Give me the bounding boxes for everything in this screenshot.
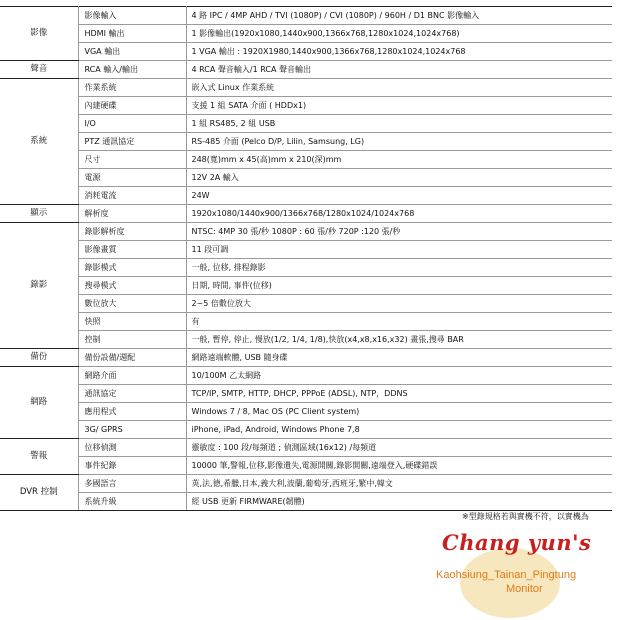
spec-row <box>0 259 612 277</box>
spec-row <box>0 403 612 421</box>
spec-item-label: 應用程式 <box>78 403 186 421</box>
spec-item-value: 一般, 暫停, 停止, 慢放(1/2, 1/4, 1/8),快放(x4,x8,x16,x32) 畫張,搜尋 BAR <box>186 331 612 349</box>
spec-row <box>0 43 612 61</box>
spec-row <box>0 133 612 151</box>
spec-item-value: iPhone, iPad, Android, Windows Phone 7,8 <box>186 421 612 439</box>
spec-item-value: 支援 1 組 SATA 介面 ( HDDx1) <box>186 97 612 115</box>
spec-item-value: 2~5 倍數位放大 <box>186 295 612 313</box>
spec-item-label: 錄影模式 <box>78 259 186 277</box>
spec-item-label: 控制 <box>78 331 186 349</box>
spec-item-value: 靈敏度 : 100 段/每頻道 ; 偵測區域(16x12) /每頻道 <box>186 439 612 457</box>
spec-item-label: 影像輸入 <box>78 7 186 25</box>
spec-item-label: 通訊協定 <box>78 385 186 403</box>
spec-row <box>0 187 612 205</box>
spec-item-value: 4 RCA 聲音輸入/1 RCA 聲音輸出 <box>186 61 612 79</box>
spec-row <box>0 385 612 403</box>
spec-item-label: 數位放大 <box>78 295 186 313</box>
spec-row <box>0 241 612 259</box>
spec-row <box>0 79 612 97</box>
spec-row <box>0 205 612 223</box>
spec-row <box>0 97 612 115</box>
chang-yuns-logo <box>420 530 620 620</box>
spec-item-value: Windows 7 / 8, Mac OS (PC Client system) <box>186 403 612 421</box>
spec-item-value: RS-485 介面 (Pelco D/P, Lilin, Samsung, LG) <box>186 133 612 151</box>
spec-item-value: 248(寬)mm x 45(高)mm x 210(深)mm <box>186 151 612 169</box>
spec-item-value: 嵌入式 Linux 作業系統 <box>186 79 612 97</box>
spec-row <box>0 295 612 313</box>
spec-item-value: 日期, 時間, 事件(位移) <box>186 277 612 295</box>
spec-category: 顯示 <box>0 205 78 223</box>
spec-item-label: 電源 <box>78 169 186 187</box>
spec-item-label: 多國語言 <box>78 475 186 493</box>
spec-item-label: PTZ 通訊協定 <box>78 133 186 151</box>
spec-table-body <box>0 7 612 511</box>
spec-row <box>0 457 612 475</box>
spec-item-value: 英,法,德,希臘,日本,義大利,波蘭,葡萄牙,西班牙,繁中,韓文 <box>186 475 612 493</box>
spec-item-value: 10000 筆,警報,位移,影像遺失,電源開關,錄影開關,遠端登入,硬碟錯誤 <box>186 457 612 475</box>
spec-item-label: 網路介面 <box>78 367 186 385</box>
spec-item-value: 4 路 IPC / 4MP AHD / TVI (1080P) / CVI (1080P) / 960H / D1 BNC 影像輸入 <box>186 7 612 25</box>
spec-row <box>0 349 612 367</box>
spec-category: 錄影 <box>0 223 78 349</box>
spec-item-label: 內建硬碟 <box>78 97 186 115</box>
spec-table <box>0 6 612 511</box>
spec-item-value: 24W <box>186 187 612 205</box>
spec-item-value: 一般, 位移, 排程錄影 <box>186 259 612 277</box>
spec-item-label: 作業系統 <box>78 79 186 97</box>
spec-row <box>0 61 612 79</box>
spec-item-value: 1 組 RS485, 2 組 USB <box>186 115 612 133</box>
spec-category: DVR 控制 <box>0 475 78 511</box>
spec-item-label: 3G/ GPRS <box>78 421 186 439</box>
spec-row <box>0 169 612 187</box>
spec-item-label: I/O <box>78 115 186 133</box>
spec-row <box>0 475 612 493</box>
spec-item-label: HDMI 輸出 <box>78 25 186 43</box>
spec-row <box>0 331 612 349</box>
spec-category: 警報 <box>0 439 78 475</box>
spec-item-label: 系統升級 <box>78 493 186 511</box>
spec-item-label: 搜尋模式 <box>78 277 186 295</box>
spec-item-value: 有 <box>186 313 612 331</box>
spec-item-label: RCA 輸入/輸出 <box>78 61 186 79</box>
spec-item-value: 11 段可調 <box>186 241 612 259</box>
spec-row <box>0 7 612 25</box>
spec-category: 系統 <box>0 79 78 205</box>
spec-category: 網路 <box>0 367 78 439</box>
spec-disclaimer-note: ※型錄規格若與實機不符，以實機為 <box>462 512 589 521</box>
spec-item-label: 尺寸 <box>78 151 186 169</box>
spec-row <box>0 367 612 385</box>
spec-item-value: 經 USB 更新 FIRMWARE(韌體) <box>186 493 612 511</box>
spec-row <box>0 115 612 133</box>
spec-category: 備份 <box>0 349 78 367</box>
spec-item-label: 解析度 <box>78 205 186 223</box>
spec-item-label: 影像畫質 <box>78 241 186 259</box>
spec-item-label: 備份設備/週配 <box>78 349 186 367</box>
spec-row <box>0 313 612 331</box>
spec-item-value: TCP/IP, SMTP, HTTP, DHCP, PPPoE (ADSL), NTP，DDNS <box>186 385 612 403</box>
logo-subtitle: Kaohsiung_Tainan_Pingtung <box>436 569 577 581</box>
spec-category: 聲音 <box>0 61 78 79</box>
spec-item-label: 位移偵測 <box>78 439 186 457</box>
spec-item-value: 網路遠端軟體, USB 隨身碟 <box>186 349 612 367</box>
spec-item-label: 錄影解析度 <box>78 223 186 241</box>
spec-row <box>0 25 612 43</box>
spec-item-value: 1 VGA 輸出 : 1920X1980,1440x900,1366x768,1280x1024,1024x768 <box>186 43 612 61</box>
spec-row <box>0 223 612 241</box>
spec-category: 影像 <box>0 7 78 61</box>
spec-item-value: NTSC: 4MP 30 張/秒 1080P : 60 張/秒 720P :120 張/秒 <box>186 223 612 241</box>
spec-item-value: 1920x1080/1440x900/1366x768/1280x1024/1024x768 <box>186 205 612 223</box>
spec-row <box>0 151 612 169</box>
logo-subtitle-monitor: Monitor <box>506 583 543 595</box>
spec-item-value: 10/100M 乙太網路 <box>186 367 612 385</box>
spec-item-label: 消耗電流 <box>78 187 186 205</box>
spec-item-value: 1 影像輸出(1920x1080,1440x900,1366x768,1280x1024,1024x768) <box>186 25 612 43</box>
spec-row <box>0 277 612 295</box>
spec-row <box>0 439 612 457</box>
spec-row <box>0 493 612 511</box>
spec-item-label: 事件紀錄 <box>78 457 186 475</box>
spec-row <box>0 421 612 439</box>
spec-item-label: 快照 <box>78 313 186 331</box>
spec-item-value: 12V 2A 輸入 <box>186 169 612 187</box>
logo-title: Chang yun's <box>442 530 592 555</box>
spec-item-label: VGA 輸出 <box>78 43 186 61</box>
